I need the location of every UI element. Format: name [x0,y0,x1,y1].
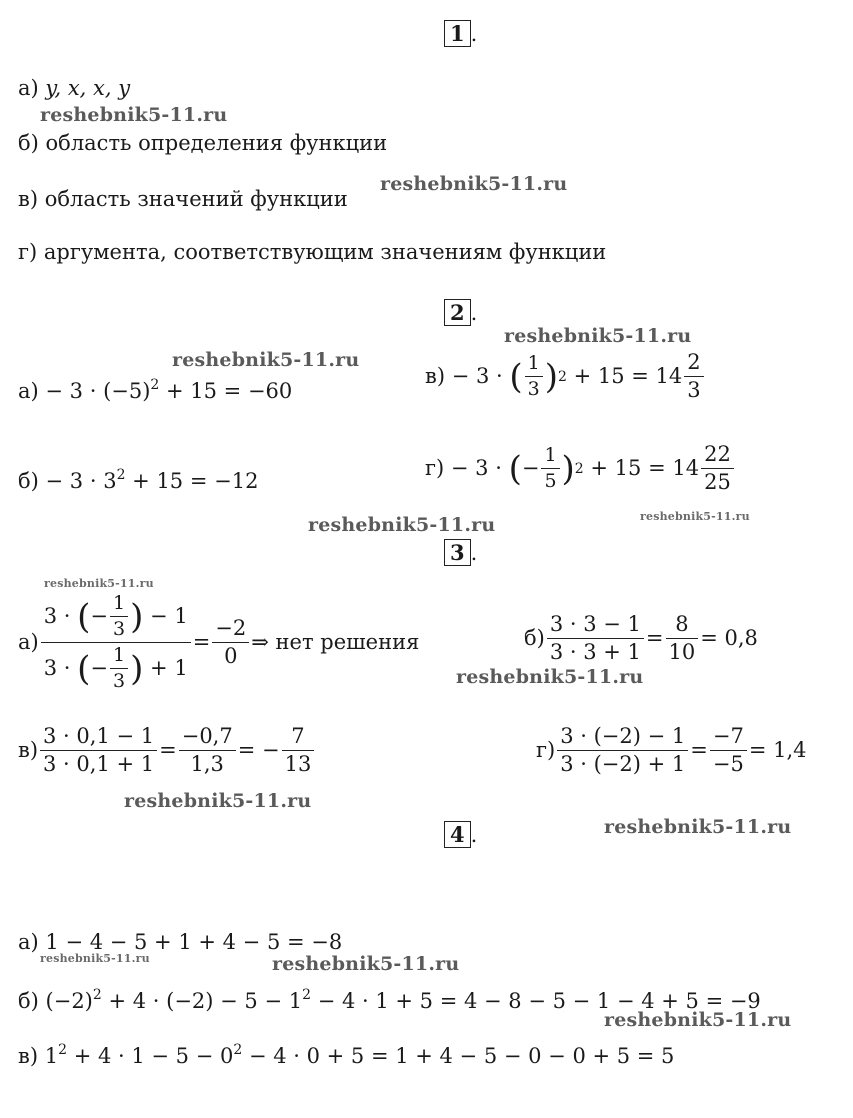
watermark: reshebnik5-11.ru [504,325,692,347]
result-fraction [666,614,699,663]
expr-part: + 15 = −12 [132,469,259,493]
expr-part: − 1 [150,604,188,628]
numerator: 1 [113,592,126,614]
expr-part: = − [237,738,280,762]
task-3-item-a [18,594,419,691]
mid-fraction [179,726,236,775]
exponent: 2 [150,377,160,393]
expr-part: − 3 · 3 [45,469,117,493]
expr-part: + 15 = 14 [590,456,700,480]
task-3-heading: 3 . [444,539,477,566]
minus-sign: − [521,456,540,480]
item-label: б) [18,469,39,493]
task-1-item-g [18,242,606,263]
denominator: 10 [666,638,699,663]
expr-part: + 1 [150,656,188,680]
exponent: 2 [58,1042,67,1058]
numerator: 22 [704,442,731,466]
task-1-item-a [18,78,130,99]
task-2-item-a [18,378,292,402]
denominator [41,642,191,691]
result-fraction [282,726,315,775]
expr-part: + 4 · 1 − 5 − 0 [73,1044,234,1068]
watermark: reshebnik5-11.ru [308,514,496,536]
numerator: −7 [712,724,744,748]
expr-part: − 4 · 0 + 5 = 1 + 4 − 5 − 0 − 0 + 5 = 5 [248,1044,675,1068]
watermark: reshebnik5-11.ru [272,953,460,975]
task-1-heading: 1 . [444,20,477,47]
task-1-item-v [18,189,348,210]
task-4-item-v [18,1043,674,1067]
exponent: 2 [574,460,584,477]
fraction [541,446,559,491]
left-paren: ( [509,356,523,397]
expr-part: − 4 · 1 + 5 = 4 − 8 − 5 − 1 − 4 + 5 = −9 [317,989,761,1013]
watermark: reshebnik5-11.ru [456,666,644,688]
right-paren: ) [130,648,144,689]
minus-sign: − [90,604,108,628]
result-fraction [684,352,703,401]
expr-part: 1 [44,1044,59,1068]
expr-part: = 1,4 [748,738,807,762]
left-paren: ( [508,448,522,489]
numerator: 2 [687,350,701,374]
task-4-number: 4 [444,821,471,848]
item-label: б) [18,131,39,155]
inner-fraction [110,594,128,639]
expr-part: 1 − 4 − 5 + 1 + 4 − 5 = −8 [45,930,343,954]
watermark: reshebnik5-11.ru [44,577,154,590]
denominator: −5 [710,750,747,775]
item-label: г) [425,456,445,480]
item-label: г) [18,240,38,264]
exponent: 2 [116,467,126,483]
main-fraction [547,614,644,663]
watermark: reshebnik5-11.ru [40,952,150,965]
task-2-item-v [425,352,706,401]
watermark: reshebnik5-11.ru [380,173,568,195]
numerator: −0,7 [181,724,233,748]
numerator: 8 [675,612,689,636]
denominator: 3 · 3 + 1 [547,638,644,663]
equals: = [159,738,177,762]
item-text: область определения функции [45,131,388,155]
watermark: reshebnik5-11.ru [40,104,228,126]
numerator: 3 · 3 − 1 [549,612,641,636]
denominator: 5 [541,468,559,491]
equals: = [690,738,708,762]
conclusion: ⇒ нет решения [251,630,420,654]
item-label: в) [18,738,39,762]
expr-part: + 15 = 14 [573,364,683,388]
equals: = [192,630,211,654]
result-fraction [212,618,249,667]
denominator: 3 [110,668,128,691]
item-text: область значений функции [44,187,348,211]
left-paren: ( [77,648,91,689]
item-text: y, x, x, y [45,76,131,100]
minus-sign: − [90,656,108,680]
right-paren: ) [130,596,144,637]
task-3-item-g [536,726,807,775]
task-2-item-b [18,468,258,492]
task-2-heading: 2 . [444,299,477,326]
item-label: а) [18,379,39,403]
item-label: г) [536,738,556,762]
right-paren: ) [544,356,558,397]
exponent: 2 [92,987,102,1003]
item-label: а) [18,76,39,100]
exponent: 2 [558,368,567,385]
item-label: а) [18,630,39,654]
expr-part: 3 · [43,656,71,680]
expr-part: (−2) [45,989,93,1013]
task-4-heading: 4 . [444,821,477,848]
numerator: 1 [527,352,540,374]
denominator: 25 [701,468,734,493]
item-label: в) [18,187,39,211]
main-fraction [557,726,688,775]
denominator: 0 [212,642,249,667]
task-1-number: 1 [444,20,471,47]
main-fraction [41,594,191,691]
inner-fraction [110,646,128,691]
denominator: 13 [282,750,315,775]
expr-part: = 0,8 [700,626,758,650]
watermark: reshebnik5-11.ru [604,816,792,838]
denominator: 3 · 0,1 + 1 [40,750,157,775]
numerator: 3 · (−2) − 1 [560,724,686,748]
equals: = [645,626,664,650]
task-3-item-v [18,726,316,775]
main-fraction [40,726,157,775]
expr-part: + 15 = −60 [166,379,293,403]
expr-part: − 3 · [451,364,503,388]
item-label: в) [425,364,446,388]
task-1-item-b [18,133,387,154]
left-paren: ( [77,596,91,637]
expr-part: − 3 · (−5) [45,379,151,403]
numerator: 3 · 0,1 − 1 [43,724,155,748]
task-3-number: 3 [444,539,471,566]
item-text: аргумента, соответствующим значениям функции [43,240,607,264]
numerator [41,594,191,642]
watermark: reshebnik5-11.ru [124,790,312,812]
task-2-item-g [425,444,736,493]
fraction [525,354,543,399]
numerator: −2 [215,616,247,640]
watermark: reshebnik5-11.ru [604,1009,792,1031]
denominator: 3 · (−2) + 1 [557,750,688,775]
task-4-item-a [18,932,342,953]
exponent: 2 [233,1042,243,1058]
numerator: 1 [544,444,557,466]
task-3-item-b [524,614,758,663]
right-paren: ) [561,448,575,489]
item-label: в) [18,1044,39,1068]
expr-part: 3 · [43,604,71,628]
numerator: 7 [291,724,305,748]
item-label: а) [18,930,39,954]
result-fraction [701,444,734,493]
watermark: reshebnik5-11.ru [640,510,750,523]
exponent: 2 [302,987,312,1003]
expr-part: + 4 · (−2) − 5 − 1 [108,989,303,1013]
watermark: reshebnik5-11.ru [172,349,360,371]
denominator: 1,3 [179,750,236,775]
denominator: 3 [525,376,543,399]
mid-fraction [710,726,747,775]
expr-part: − 3 · [450,456,502,480]
denominator: 3 [110,616,128,639]
item-label: б) [18,989,39,1013]
item-label: б) [524,626,545,650]
task-2-number: 2 [444,299,471,326]
denominator: 3 [684,376,703,401]
numerator: 1 [113,644,126,666]
